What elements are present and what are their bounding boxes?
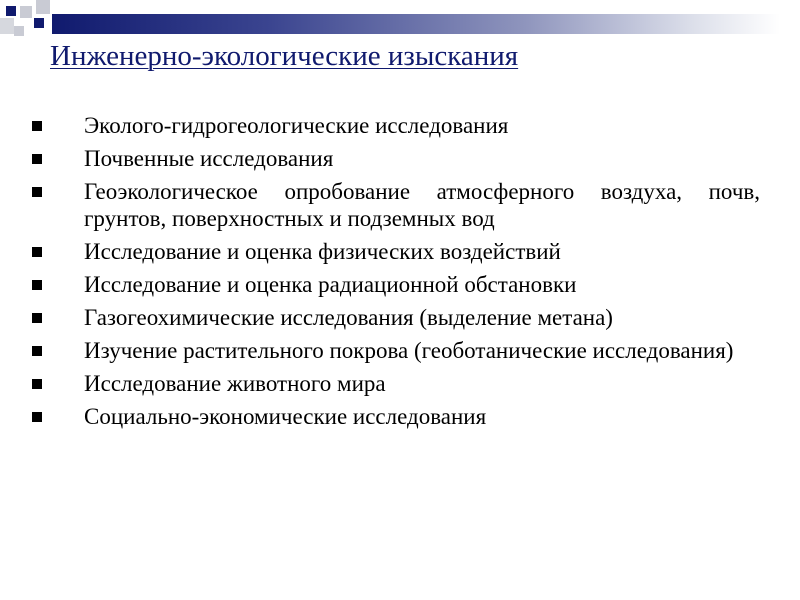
decorative-square-icon <box>36 0 50 14</box>
list-item <box>30 304 760 331</box>
decorative-square-icon <box>34 18 44 28</box>
list-item <box>30 145 760 172</box>
list-item-text: Социально-экономические исследования <box>84 404 487 429</box>
list-item <box>30 238 760 265</box>
black-square-icon <box>32 121 42 131</box>
black-square-icon <box>32 187 42 197</box>
black-square-icon <box>32 247 42 257</box>
list-item <box>30 112 760 139</box>
list-item-text: Эколого-гидрогеологические исследования <box>84 113 509 138</box>
list-item <box>30 271 760 298</box>
decorative-square-icon <box>6 6 16 16</box>
black-square-icon <box>32 346 42 356</box>
list-item-text: Газогеохимические исследования (выделение метана) <box>84 305 613 330</box>
black-square-icon <box>32 412 42 422</box>
list-item-text: Почвенные исследования <box>84 146 334 171</box>
list-item <box>30 337 760 364</box>
list-item <box>30 403 760 430</box>
slide-title: Инженерно-экологические изыскания <box>50 40 519 72</box>
list-item <box>30 178 760 232</box>
list-item-text: Исследование и оценка физических воздействий <box>84 239 561 264</box>
black-square-icon <box>32 280 42 290</box>
decorative-square-icon <box>20 6 32 18</box>
black-square-icon <box>32 313 42 323</box>
list-item <box>30 370 760 397</box>
list-item-text: Изучение растительного покрова (геоботанические исследования) <box>84 338 734 363</box>
black-square-icon <box>32 154 42 164</box>
list-item-text: Исследование животного мира <box>84 371 386 396</box>
bullet-list <box>30 112 760 436</box>
header-gradient-bar <box>52 14 780 34</box>
decorative-square-icon <box>14 26 24 36</box>
list-item-text: Исследование и оценка радиационной обстановки <box>84 272 577 297</box>
black-square-icon <box>32 379 42 389</box>
decorative-square-icon <box>0 18 14 34</box>
list-item-text: Геоэкологическое опробование атмосферного воздуха, почв, грунтов, поверхностных и подземных вод <box>84 179 760 231</box>
